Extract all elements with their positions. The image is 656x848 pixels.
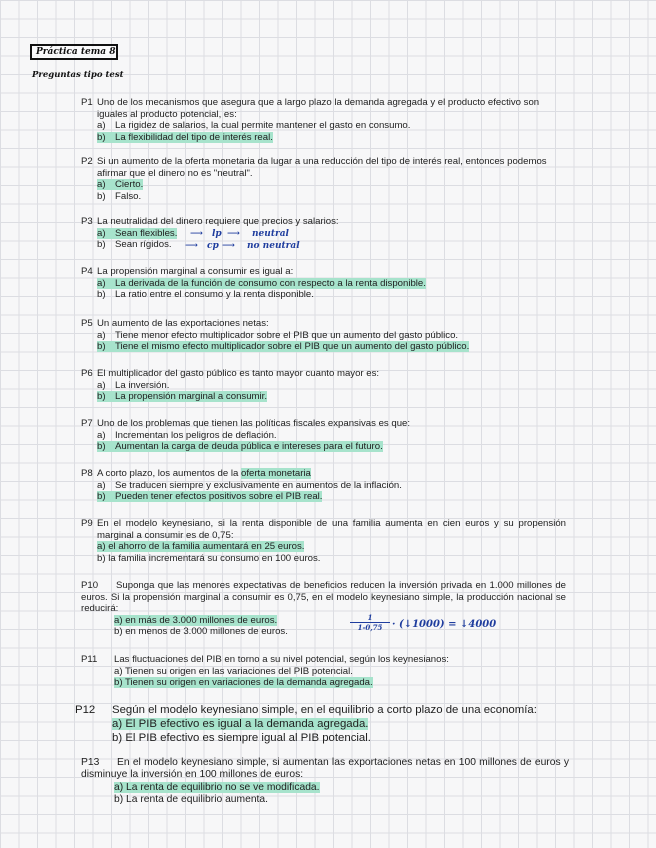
question-stem: Suponga que las menores expectativas de beneficios reducen la inversión privada en 1.000 millones de euros. Si la propensión marginal a consumir es 0,75, en el modelo keynesiano simple, la producción nacional se reducirá: xyxy=(81,580,566,614)
question-p3 xyxy=(81,216,566,251)
option-b[interactable] xyxy=(81,491,566,503)
option-text: Aumentan la carga de deuda pública e intereses para el futuro. xyxy=(115,441,383,452)
option-label: a) xyxy=(97,329,106,341)
question-stem: En el modelo keynesiano, si la renta disponible de una familia aumenta en cien euros y su propensión marginal a consumir es de 0,75: xyxy=(97,518,566,541)
question-number: P13 xyxy=(81,757,100,768)
highlighted-answer xyxy=(97,491,322,502)
option-label: a) xyxy=(97,227,106,239)
option-label: a) xyxy=(97,541,106,552)
option-b[interactable] xyxy=(81,132,566,144)
highlighted-answer xyxy=(114,615,277,626)
option-label: a) xyxy=(114,614,123,626)
question-stem: La neutralidad del dinero requiere que precios y salarios: xyxy=(97,216,339,227)
option-label: a) xyxy=(112,718,123,731)
question-stem: Según el modelo keynesiano simple, en el equilibrio a corto plazo de una economía: xyxy=(112,704,537,716)
question-number: P6 xyxy=(81,368,93,379)
option-label: b) xyxy=(97,239,106,250)
option-label: b) xyxy=(97,341,106,352)
option-text: Se traducen siempre y exclusivamente en aumentos de la inflación. xyxy=(115,479,402,491)
highlighted-term: oferta monetaria xyxy=(241,468,311,479)
question-p12 xyxy=(75,703,575,746)
option-text: la familia incrementará su consumo en 100 euros. xyxy=(108,552,321,564)
question-number: P8 xyxy=(81,468,93,479)
question-p4 xyxy=(81,266,566,301)
option-text: Falso. xyxy=(115,190,142,202)
highlighted-answer xyxy=(97,391,267,402)
option-a[interactable] xyxy=(81,782,569,794)
option-b[interactable] xyxy=(81,553,566,565)
highlighted-answer xyxy=(97,341,469,352)
option-b[interactable] xyxy=(81,441,566,453)
option-text: Tienen su origen en las variaciones del PIB potencial. xyxy=(125,665,353,677)
question-stem: Uno de los problemas que tienen las políticas fiscales expansivas es que: xyxy=(97,418,411,429)
option-a[interactable] xyxy=(81,480,566,492)
option-text: El PIB efectivo es siempre igual al PIB potencial. xyxy=(125,732,371,745)
question-p5 xyxy=(81,318,566,353)
question-number: P9 xyxy=(81,518,93,529)
highlighted-answer xyxy=(112,718,368,730)
highlighted-answer xyxy=(114,782,320,793)
question-p8 xyxy=(81,468,566,503)
question-number: P7 xyxy=(81,418,93,429)
handwritten-cp: cp xyxy=(207,241,219,251)
question-stem: Si un aumento de la oferta monetaria da lugar a una reducción del tipo de interés real, entonces podemos afirmar que el dinero no es "neutral". xyxy=(97,156,547,179)
option-a[interactable] xyxy=(81,380,566,392)
question-p13 xyxy=(81,757,569,806)
option-label: b) xyxy=(97,491,106,502)
handwritten-neutral: neutral xyxy=(252,229,289,239)
option-a[interactable] xyxy=(81,666,566,678)
handwritten-formula: · (↓1000) = ↓4000 xyxy=(392,619,497,630)
option-label: a) xyxy=(97,379,106,391)
question-number: P4 xyxy=(81,266,93,277)
highlighted-answer xyxy=(97,541,304,552)
question-stem: La propensión marginal a consumir es igual a: xyxy=(97,266,294,277)
option-b[interactable] xyxy=(81,289,566,301)
question-p9 xyxy=(81,518,566,564)
question-p2 xyxy=(81,156,566,202)
option-text: La propensión marginal a consumir. xyxy=(115,391,267,402)
handwritten-lp: lp xyxy=(212,229,222,239)
option-a[interactable] xyxy=(81,430,566,442)
option-text: en menos de 3.000 millones de euros. xyxy=(125,626,288,637)
question-stem: Las fluctuaciones del PIB en torno a su nivel potencial, según los keynesianos: xyxy=(114,654,449,665)
handwritten-fraction xyxy=(350,613,390,632)
option-a[interactable] xyxy=(81,330,566,342)
highlighted-answer xyxy=(114,677,373,688)
option-text: La flexibilidad del tipo de interés real. xyxy=(115,131,273,143)
question-stem: Uno de los mecanismos que asegura que a largo plazo la demanda agregada y el producto efectivo son iguales al producto potencial, es: xyxy=(97,97,540,120)
option-label: b) xyxy=(114,677,123,688)
question-stem: A corto plazo, los aumentos de la xyxy=(97,468,239,479)
question-p11 xyxy=(81,654,566,689)
option-label: a) xyxy=(114,781,124,793)
option-text: La ratio entre el consumo y la renta disponible. xyxy=(115,289,314,300)
question-p1 xyxy=(81,97,566,143)
option-a[interactable] xyxy=(81,179,566,191)
question-number: P1 xyxy=(81,97,93,108)
handwritten-arrow: ⟶ xyxy=(190,229,203,239)
option-text: Tiene el mismo efecto multiplicador sobre el PIB que un aumento del gasto público. xyxy=(115,341,470,352)
option-text: el ahorro de la familia aumentará en 25 euros. xyxy=(108,541,305,552)
option-label: a) xyxy=(97,479,106,491)
option-a[interactable] xyxy=(75,717,575,731)
option-text: La derivada de la función de consumo con respecto a la renta disponible. xyxy=(115,277,426,289)
question-p7 xyxy=(81,418,566,453)
fraction-numerator: 1 xyxy=(350,613,390,623)
question-number: P2 xyxy=(81,156,93,167)
option-text: La rigidez de salarios, la cual permite mantener el gasto en consumo. xyxy=(115,120,411,131)
option-text: Cierto. xyxy=(115,179,144,190)
option-label: b) xyxy=(112,732,123,745)
option-label: b) xyxy=(97,289,106,300)
question-stem: En el modelo keynesiano simple, si aumentan las exportaciones netas en 100 millones de euros y disminuye la inversión en 100 millones de euros: xyxy=(81,757,569,781)
question-number: P10 xyxy=(81,580,99,591)
question-stem: Un aumento de las exportaciones netas: xyxy=(97,318,269,329)
option-label: b) xyxy=(97,190,106,202)
option-label: b) xyxy=(97,131,106,143)
option-label: b) xyxy=(97,391,106,402)
question-number: P3 xyxy=(81,216,93,227)
section-subtitle: Preguntas tipo test xyxy=(32,70,124,80)
option-text: El PIB efectivo es igual a la demanda agregada. xyxy=(125,718,369,731)
highlighted-answer xyxy=(97,132,273,143)
practice-title: Práctica tema 8 xyxy=(30,44,118,60)
option-a[interactable] xyxy=(81,278,566,290)
option-label: b) xyxy=(114,626,123,637)
question-stem: El multiplicador del gasto público es tanto mayor cuanto mayor es: xyxy=(97,368,380,379)
highlighted-answer xyxy=(97,278,426,289)
option-b[interactable] xyxy=(81,239,566,251)
question-number: P12 xyxy=(75,704,96,716)
option-text: La renta de equilibrio no se ve modificada. xyxy=(126,781,320,793)
option-label: a) xyxy=(97,120,106,131)
option-label: a) xyxy=(97,277,106,289)
option-a[interactable] xyxy=(81,228,566,240)
question-number: P5 xyxy=(81,318,93,329)
option-label: a) xyxy=(114,665,123,677)
handwritten-arrow: ⟶ xyxy=(222,241,235,251)
question-number: P11 xyxy=(81,654,98,665)
option-text: Tienen su origen en variaciones de la demanda agregada. xyxy=(125,677,373,688)
highlighted-answer xyxy=(97,228,177,239)
fraction-denominator: 1-0,75 xyxy=(357,623,383,632)
option-b[interactable] xyxy=(81,677,566,689)
option-text: en más de 3.000 millones de euros. xyxy=(125,614,278,626)
question-p6 xyxy=(81,368,566,403)
option-a[interactable] xyxy=(81,120,566,132)
handwritten-no-neutral: no neutral xyxy=(247,241,300,251)
option-label: a) xyxy=(97,429,106,441)
option-text: Sean flexibles. xyxy=(115,227,178,239)
option-label: b) xyxy=(114,793,124,805)
option-text: La renta de equilibrio aumenta. xyxy=(126,793,268,805)
option-label: b) xyxy=(97,441,106,452)
option-b[interactable] xyxy=(75,731,575,745)
option-b[interactable] xyxy=(81,794,569,806)
option-text: La inversión. xyxy=(115,379,170,391)
option-label: b) xyxy=(97,552,106,564)
option-b[interactable] xyxy=(81,341,566,353)
option-text: Incrementan los peligros de deflación. xyxy=(115,429,277,441)
option-text: Sean rígidos. xyxy=(115,239,172,250)
option-b[interactable] xyxy=(81,391,566,403)
option-b[interactable] xyxy=(81,191,566,203)
handwritten-arrow: ⟶ xyxy=(227,229,240,239)
highlighted-answer xyxy=(97,179,143,190)
option-text: Tiene menor efecto multiplicador sobre el PIB que un aumento del gasto público. xyxy=(115,329,459,341)
option-label: a) xyxy=(97,179,106,190)
option-a[interactable] xyxy=(81,541,566,553)
option-text: Pueden tener efectos positivos sobre el PIB real. xyxy=(115,491,323,502)
highlighted-answer xyxy=(97,441,383,452)
handwritten-arrow: ⟶ xyxy=(185,241,198,251)
